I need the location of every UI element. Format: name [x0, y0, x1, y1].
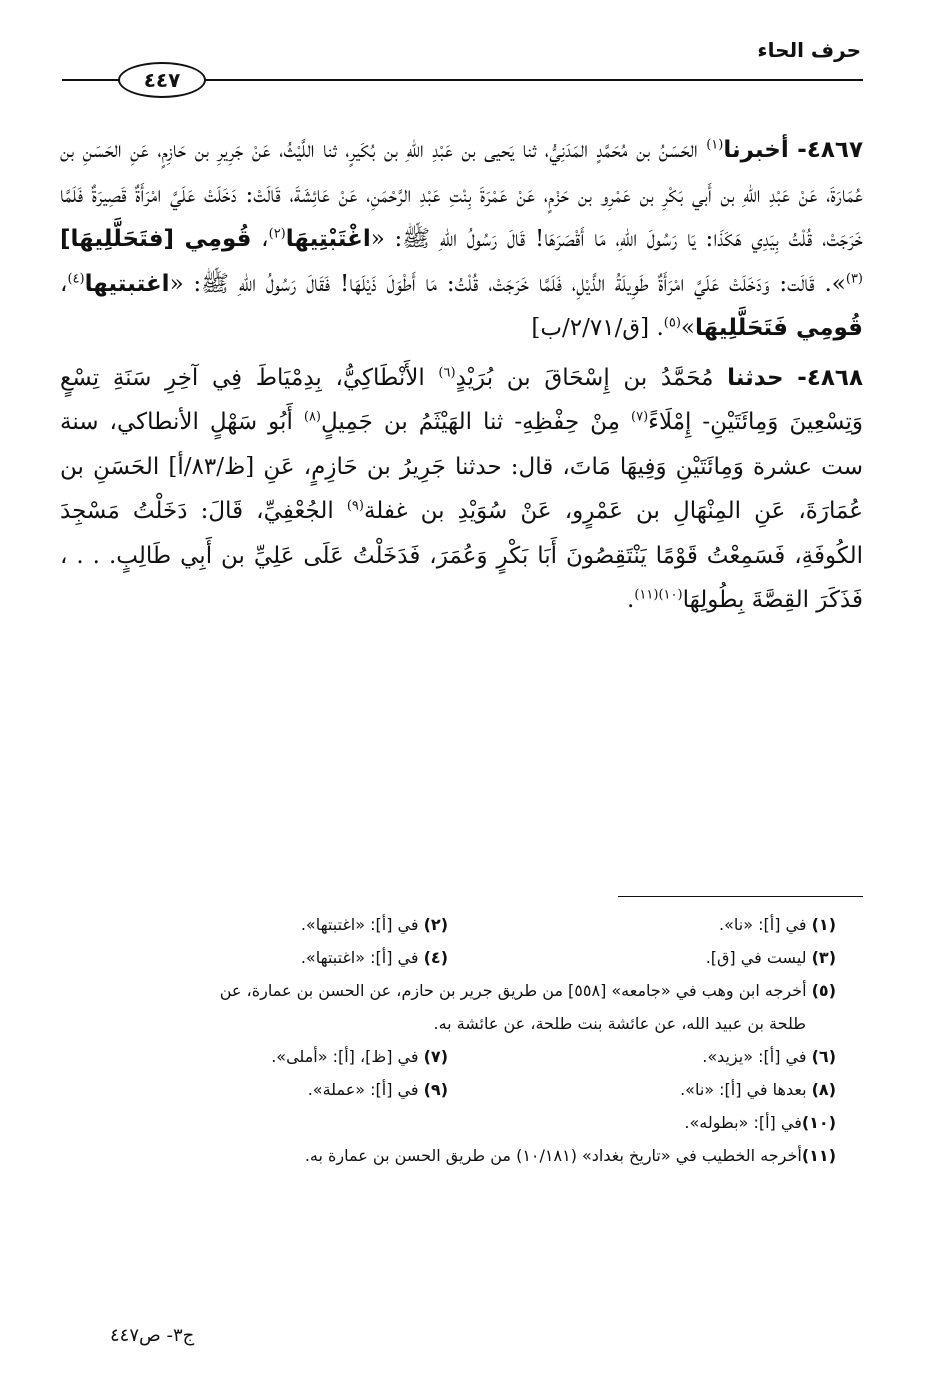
hadith-text: مُحَمَّدُ بن إِسْحَاقَ بن بُرَيْدٍ — [455, 364, 728, 391]
footnote-number: (٧) — [423, 1047, 448, 1066]
footnote-ref: (٤) — [67, 270, 85, 286]
footnote-5-continuation: طلحة بن عبيد الله، عن عائشة بنت طلحة، عن عائشة به. — [433, 1014, 806, 1033]
footnote-ref: (٧) — [631, 409, 649, 425]
footnote-5 — [60, 974, 836, 1007]
hadith-text: مِنْ حِفْظِهِ- ثنا الهَيْثَمُ بن جَمِيلٍ — [321, 409, 632, 435]
hadith-text: ». قَالَت: وَدَخَلَتْ عَلَيَّ امْرَأَةٌ طَوِيلَةُ الذَّيْلِ، فَلَمَّا خَرَجَتْ، قُلْتُ: مَا أَطْوَلَ ذَيْلَهَا! فَقَالَ رَسُولُ اللهِ ﷺ: « — [169, 270, 846, 297]
footnote-text: أخرجه الخطيب في «تاريخ بغداد» (١٠/١٨١) من طريق الحسن بن عمارة به. — [304, 1146, 802, 1165]
volume-page-reference: ج٣- ص٤٤٧ — [110, 1325, 195, 1346]
footnote-row — [60, 908, 836, 941]
footnote-text: أخرجه ابن وهب في «جامعه» [٥٥٨] من طريق جرير بن حازم، عن الحسن بن عمارة، عن — [219, 981, 812, 1000]
transmission-verb: أخبرنا — [723, 137, 789, 163]
main-text — [60, 128, 863, 623]
footnote-text: في [أ]: «عملة». — [307, 1080, 424, 1099]
footnote-text: في [أ]: «اغتبتها». — [300, 948, 424, 967]
footnote-ref: (٣) — [845, 270, 863, 286]
prophetic-speech: قُومِي [فتَحَلَّلِيهَا] — [60, 226, 252, 252]
footnote-ref: (٢) — [268, 226, 286, 242]
footnote-row — [60, 1040, 836, 1073]
footnote-ref: (٦) — [438, 364, 456, 380]
running-header-title: حرف الحاء — [757, 38, 861, 62]
footnote-7 — [60, 1040, 448, 1073]
hadith-number: ٤٨٦٧- — [797, 137, 863, 163]
hadith-number: ٤٨٦٨- — [797, 364, 863, 391]
footnote-8 — [448, 1073, 836, 1106]
footnote-ref: (٩) — [346, 498, 364, 514]
hadith-text: » — [680, 315, 695, 341]
footnote-ref: (١) — [706, 137, 724, 153]
footnote-1 — [448, 908, 836, 941]
footnote-number: (١) — [811, 915, 836, 934]
footnote-number: (٤) — [423, 948, 448, 967]
hadith-4867 — [60, 128, 863, 351]
footnote-11 — [60, 1139, 836, 1172]
hadith-text: الحَسَنُ بن مُحَمَّدٍ المَدَنِيُّ، ثنا يَحيى بن عَبْدِ اللهِ بن بُكَيرٍ، ثنا اللَّيْثُ، عَنْ جَرِيرِ بن حَازِمٍ، عَنِ الحَسَنِ بن عُمَارَةَ، عَنْ عَبْدِ اللهِ بن أَبي بَكْرِ بن عَمْرِو بن حَزْمٍ، عَنْ عَمْرَةَ بِنْتِ عَبْدِ الرَّحْمَنِ، عَنْ عَائِشَةَ، قَالَتْ: دَخَلَتْ عَلَيَّ امْرَأَةٌ قَصِيرَةٌ فَلَمَّا خَرَجَتْ، قُلْتُ بِيَدِي هَكَذَا: يَا رَسُولَ اللهِ، مَا أَقْصَرَهَا! قَالَ رَسُولُ اللهِ ﷺ: « — [60, 137, 864, 252]
footnote-row — [60, 941, 836, 974]
footnote-2 — [60, 908, 448, 941]
footnote-ref: (٨) — [303, 409, 321, 425]
hadith-text: الأَنْطَاكِيُّ، بِدِمْيَاطَ فِي آخِرِ سَنَةِ تِسْعٍ وَتِسْعِينَ وَمِائَتَيْنِ- إِمْلَاءً — [60, 364, 863, 435]
footnotes — [60, 908, 836, 1172]
footnote-number: (٥) — [811, 981, 836, 1000]
footnote-row — [60, 1073, 836, 1106]
footnote-4 — [60, 941, 448, 974]
footnote-text: بعدها في [أ]: «نا». — [680, 1080, 812, 1099]
footnote-number: (١١) — [801, 1146, 836, 1165]
footnote-text: في [أ]: «نا». — [719, 915, 812, 934]
prophetic-speech: اغْتَبْتِيهَا — [285, 226, 371, 252]
footnote-text: في [أ]: «يزيد». — [702, 1047, 812, 1066]
footnote-text: في [أ]: «بطوله». — [684, 1113, 802, 1132]
footnote-text: ليست في [ق]. — [705, 948, 812, 967]
footnote-3 — [448, 941, 836, 974]
footnote-ref: (٥) — [663, 315, 681, 331]
footnote-number: (١٠) — [801, 1113, 836, 1132]
footnote-9 — [60, 1073, 448, 1106]
footnote-ref: (١٠)(١١) — [634, 587, 683, 603]
hadith-text: ، — [251, 226, 269, 252]
manuscript-ref: . [ق/٢/٧١/ب] — [531, 315, 664, 341]
footnote-number: (٢) — [423, 915, 448, 934]
hadith-text: أَبُو سَهْلٍ الأنطاكي، سنة ست عشرة وَمِائَتَيْنِ وَفِيهَا مَاتَ، قال: حدثنا جَرِيرُ بن حَازِمٍ، عَنِ [ظ/٨٣/أ] الحَسَنِ بن عُمَارَةَ، عَنِ المِنْهَالِ بن عَمْرٍو، عَنْ سُوَيْدِ بن غفلة — [60, 409, 863, 524]
footnote-number: (٨) — [811, 1080, 836, 1099]
page-number-badge: ٤٤٧ — [118, 62, 206, 98]
hadith-text: ، — [60, 270, 68, 297]
hadith-text: الجُعْفِيِّ، قَالَ: دَخَلْتُ مَسْجِدَ الكُوفَةِ، فَسَمِعْتُ قَوْمًا يَنْتَقِصُونَ أَبَا بَكْرٍ وَعُمَرَ، فَدَخَلْتُ عَلَى عَلِيِّ بن أَبِي طَالِبٍ. . . ، فَذَكَرَ القِصَّةَ بِطُولِهَا — [60, 498, 863, 613]
footnote-text: في [أ]: «اغتبتها». — [300, 915, 424, 934]
footnote-separator — [618, 896, 863, 897]
footnote-number: (٦) — [811, 1047, 836, 1066]
footnote-6 — [448, 1040, 836, 1073]
prophetic-speech: اغتبتيها — [84, 270, 170, 297]
prophetic-speech: قُومِي فَتَحَلَّلِيهَا — [694, 315, 863, 341]
footnote-number: (٩) — [423, 1080, 448, 1099]
hadith-4868 — [60, 356, 863, 623]
footnote-text: في [ظ]، [أ]: «أملى». — [271, 1047, 424, 1066]
footnote-10 — [60, 1106, 836, 1139]
footnote-number: (٣) — [811, 948, 836, 967]
transmission-verb: حدثنا — [727, 364, 784, 391]
hadith-text: . — [627, 587, 635, 613]
